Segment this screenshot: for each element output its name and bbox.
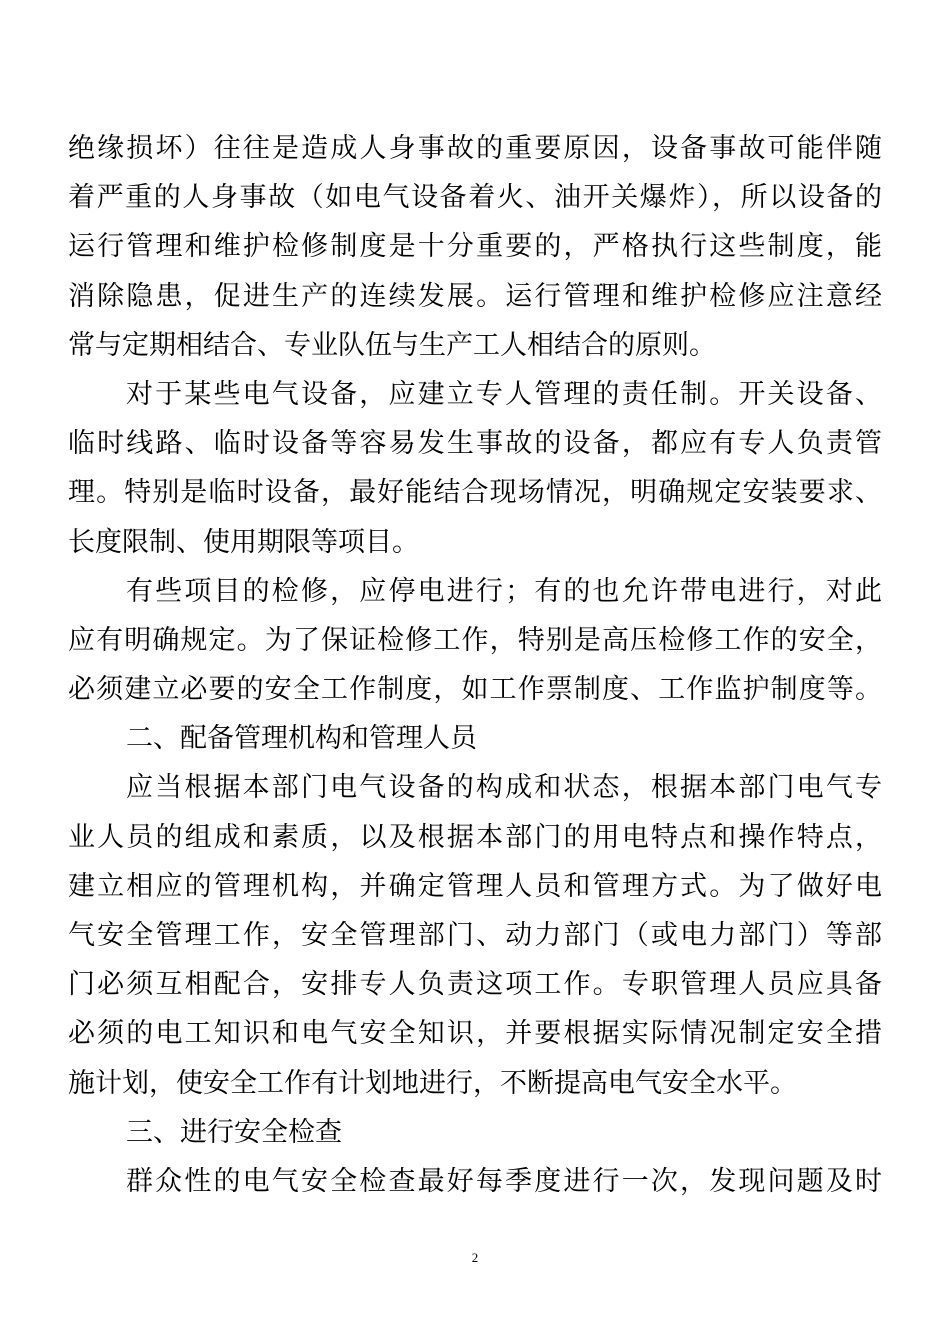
text-line: 必须的电工知识和电气安全知识，并要根据实际情况制定安全措: [68, 1018, 882, 1050]
document-body: [68, 124, 882, 1206]
text-line: 对于某些电气设备，应建立专人管理的责任制。开关设备、: [126, 378, 882, 410]
text-line: 应当根据本部门电气设备的构成和状态，根据本部门电气专: [126, 772, 882, 804]
text-line: 有些项目的检修，应停电进行；有的也允许带电进行，对此: [126, 575, 882, 607]
text-line: 运行管理和维护检修制度是十分重要的，严格执行这些制度，能: [68, 231, 882, 263]
text-line: 建立相应的管理机构，并确定管理人员和管理方式。为了做好电: [68, 870, 882, 902]
text-line: 常与定期相结合、专业队伍与生产工人相结合的原则。: [68, 329, 716, 361]
text-line: 群众性的电气安全检查最好每季度进行一次，发现问题及时: [126, 1165, 882, 1197]
text-line: 消除隐患，促进生产的连续发展。运行管理和维护检修应注意经: [68, 280, 882, 312]
text-line: 气安全管理工作，安全管理部门、动力部门（或电力部门）等部: [68, 920, 882, 951]
text-line: 应有明确规定。为了保证检修工作，特别是高压检修工作的安全，: [68, 624, 882, 656]
text-line: 业人员的组成和素质，以及根据本部门的用电特点和操作特点，: [68, 821, 882, 853]
text-line: 二、配备管理机构和管理人员: [126, 723, 477, 755]
page-number: 2: [471, 1250, 479, 1265]
text-line: 绝缘损坏）往往是造成人身事故的重要原因，设备事故可能伴随: [68, 133, 882, 164]
text-line: 门必须互相配合，安排专人负责这项工作。专职管理人员应具备: [68, 969, 882, 1001]
text-line: 施计划，使安全工作有计划地进行，不断提高电气安全水平。: [68, 1067, 797, 1099]
text-line: 临时线路、临时设备等容易发生事故的设备，都应有专人负责管: [68, 428, 882, 460]
text-line: 必须建立必要的安全工作制度，如工作票制度、工作监护制度等。: [68, 674, 882, 706]
text-line: 着严重的人身事故（如电气设备着火、油开关爆炸），所以设备的: [68, 182, 882, 214]
text-line: 理。特别是临时设备，最好能结合现场情况，明确规定安装要求、: [68, 477, 882, 509]
text-line: 三、进行安全检查: [126, 1116, 342, 1148]
text-line: 长度限制、使用期限等项目。: [68, 526, 419, 558]
